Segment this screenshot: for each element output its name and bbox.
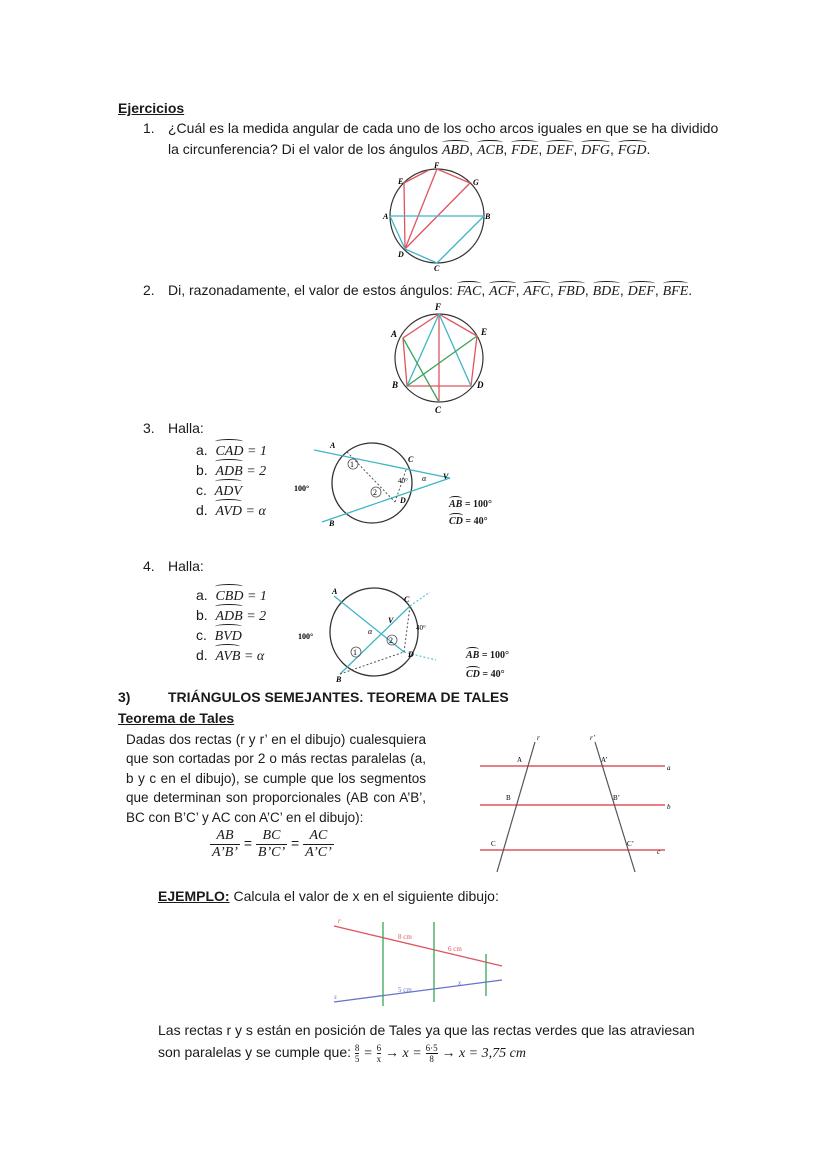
ex4-ext-c <box>410 592 430 606</box>
ex1-number: 1. <box>143 120 155 136</box>
tales-label-a2: A’ <box>601 756 608 764</box>
ex3-item-a-letter: a. <box>196 442 208 458</box>
ex3-label-v: V <box>443 472 449 481</box>
tales-frac-1-den: A’B’ <box>212 845 238 860</box>
ex2-angle-def: DEF <box>627 284 655 299</box>
example-line2-prefix: son paralelas y se cumple que: <box>158 1044 351 1061</box>
example-label: EJEMPLO: <box>158 888 230 904</box>
tales-label-a: A <box>517 756 523 764</box>
example-label-x: x <box>458 979 462 987</box>
tales-heading: Teorema de Tales <box>118 710 235 726</box>
ex2-label-c: C <box>435 405 442 415</box>
ex1-label-f: F <box>434 161 440 170</box>
ex3-list <box>196 441 267 521</box>
example-label-5cm: 5 cm <box>398 986 412 994</box>
tales-label-r: r <box>537 734 540 742</box>
ex3-label-c: C <box>408 455 414 464</box>
tales-label-b-line: b <box>667 803 671 811</box>
ex3-mark-2-text: 2 <box>373 488 377 497</box>
ex1-angle-abd: ABD <box>441 143 470 158</box>
ex2-figure <box>385 300 495 416</box>
example-eq: = <box>363 1046 373 1062</box>
exercises-heading: Ejercicios <box>118 100 185 116</box>
ex4-mark-1-text: 1 <box>353 648 357 657</box>
ex4-mark-2-text: 2 <box>389 636 393 645</box>
ex4-label-v: V <box>388 616 394 625</box>
ex4-dash-dc <box>404 606 410 652</box>
ex2-line-ac <box>403 338 439 402</box>
ex1-line-fg <box>437 169 470 183</box>
section3-title: TRIÁNGULOS SEMEJANTES. TEOREMA DE TALES <box>168 689 509 705</box>
example-frac-6-x-den: x <box>376 1054 382 1064</box>
ex4-item-a <box>196 586 267 606</box>
tales-label-b: B <box>506 794 511 802</box>
ex4-item-b-letter: b. <box>196 607 208 623</box>
ex2-number: 2. <box>143 282 155 298</box>
example-frac-8-5 <box>355 1043 360 1064</box>
tales-label-c2: C’ <box>627 840 634 848</box>
ex3-item-b-letter: b. <box>196 462 208 478</box>
ex4-list <box>196 586 267 666</box>
ex3-item-c-letter: c. <box>196 482 207 498</box>
ex3-label-100: 100° <box>294 484 310 493</box>
ex4-item-a-rest: = 1 <box>243 589 267 604</box>
ex4-label-b: B <box>336 675 342 684</box>
example-intro <box>158 888 499 904</box>
ex2-label-f: F <box>435 302 442 312</box>
ex4-chord-bc <box>340 606 410 674</box>
tales-paragraph: Dadas dos rectas (r y r’ en el dibujo) cualesquiera que son cortadas por 2 o más rectas paralelas (a, b y c en el dibujo), se cumple que los segmentos que determinan son proporcionales (AB con A’B’, BC con B’C’ y AC con A’C’ en el dibujo): <box>126 732 426 825</box>
ex3-item-b <box>196 461 267 481</box>
ex2-angle-bfe: BFE <box>662 284 689 299</box>
tales-frac-2-num: BC <box>256 828 287 845</box>
ex4-item-d-letter: d. <box>196 647 208 663</box>
example-frac-65-8-num: 6·5 <box>425 1043 438 1053</box>
example-frac-65-8-den: 8 <box>429 1054 434 1064</box>
tales-frac-3-den: A’C’ <box>305 845 332 860</box>
example-label-6cm: 6 cm <box>448 945 462 953</box>
ex4-label-40: 40° <box>416 624 426 632</box>
example-label-s: s <box>334 993 337 1001</box>
tales-frac-2 <box>256 828 287 861</box>
example-frac-6-x <box>377 1043 382 1064</box>
section3-number: 3) <box>118 689 131 705</box>
tales-label-r2: r’ <box>590 734 596 742</box>
ex3-item-d-letter: d. <box>196 502 208 518</box>
ex3-label-b: B <box>329 519 335 528</box>
ex4-label-100: 100° <box>298 632 314 641</box>
ex3-given-cd <box>449 516 488 527</box>
ex4-given-ab-arc: AB <box>466 650 480 661</box>
ex3-item-d-rest: = α <box>242 504 266 519</box>
ex4-item-d-arc: AVB <box>215 649 241 664</box>
ex1-line-cb <box>437 216 484 263</box>
ex4-label-c: C <box>404 595 410 604</box>
example-arrow-1: → x = <box>385 1046 422 1062</box>
ex3-label-40: 40° <box>398 477 408 485</box>
ex4-item-a-arc: CBD <box>215 589 244 604</box>
example-frac-65-8 <box>426 1043 438 1064</box>
ex4-item-b-rest: = 2 <box>242 609 267 624</box>
example-line2 <box>158 1043 526 1064</box>
ex4-item-c-letter: c. <box>196 627 207 643</box>
ex4-item-c <box>196 626 267 646</box>
example-figure <box>328 914 508 1010</box>
ex4-item-d <box>196 646 267 666</box>
example-line1: Las rectas r y s están en posición de Tales ya que las rectas verdes que las atraviesan <box>158 1022 695 1038</box>
ex2-label-e: E <box>481 327 488 337</box>
ex1-label-b: B <box>485 212 491 221</box>
ex3-given-cd-arc: CD <box>449 516 463 527</box>
tales-label-c-line: c <box>657 848 661 856</box>
ex2-line-fd <box>439 314 471 386</box>
example-label-r: r <box>338 917 341 925</box>
tales-frac-2-den: B’C’ <box>257 845 286 860</box>
ex1-angle-fgd: FGD <box>617 143 647 158</box>
tales-figure <box>475 730 675 878</box>
ex1-line-ad <box>390 216 405 249</box>
ex3-item-c-arc: ADV <box>214 484 242 499</box>
ex1-label-d: D <box>398 250 404 259</box>
ex4-title: Halla: <box>168 558 204 574</box>
ex2-label-b: B <box>392 380 399 390</box>
ex4-given-cd-val: = 40° <box>479 669 505 680</box>
example-frac-8-5-den: 5 <box>354 1054 360 1064</box>
ex3-title: Halla: <box>168 420 204 436</box>
ex3-label-a: A <box>330 441 336 450</box>
ex4-item-c-arc: BVD <box>214 629 242 644</box>
ex1-line2-prefix: la circunferencia? Di el valor de los ángulos <box>168 141 439 157</box>
example-line-r <box>334 926 502 966</box>
ex2-angle-acf: ACF <box>489 284 516 299</box>
ex1-label-c: C <box>434 264 440 273</box>
ex1-angle-dfg: DFG <box>581 143 610 158</box>
ex2-angle-fac: FAC <box>456 284 482 299</box>
ex2-text: Di, razonadamente, el valor de estos ángulos: <box>168 282 453 298</box>
ex3-given-cd-val: = 40° <box>462 516 488 527</box>
example-label-8cm: 8 cm <box>398 933 412 941</box>
ex1-line-ef <box>404 170 429 183</box>
ex3-item-b-arc: ADB <box>215 464 243 479</box>
ex4-figure <box>296 582 446 684</box>
ex2-angle-afc: AFC <box>523 284 550 299</box>
tales-eq-1: = <box>243 835 252 852</box>
tales-frac-1 <box>210 828 240 861</box>
ex3-given-ab-val: = 100° <box>462 499 493 510</box>
ex4-chord-ad <box>334 596 404 652</box>
ex1-label-e: E <box>398 177 404 186</box>
ex4-label-d: D <box>408 650 414 659</box>
ex3-mark-1-text: 1 <box>350 460 354 469</box>
ex1-label-a: A <box>383 212 389 221</box>
example-frac-6-x-num: 6 <box>376 1043 382 1053</box>
ex2-angle-bde: BDE <box>592 284 620 299</box>
tales-frac-3-num: AC <box>303 828 334 845</box>
ex2-end: . <box>688 282 693 298</box>
ex3-item-c <box>196 481 267 501</box>
example-text: Calcula el valor de x en el siguiente dibujo: <box>229 888 499 904</box>
ex1-line2: la circunferencia? Di el valor de los ángulos ABD, ACB, FDE, DEF, DFG, FGD. <box>168 141 651 158</box>
example-result: → x = 3,75 cm <box>441 1046 526 1062</box>
ex4-item-b <box>196 606 267 626</box>
ex1-line-dc <box>405 249 437 263</box>
ex3-given-ab-arc: AB <box>449 499 463 510</box>
ex1-line1: ¿Cuál es la medida angular de cada uno de los ocho arcos iguales en que se ha dividido <box>168 120 719 136</box>
ex2-line: Di, razonadamente, el valor de estos ángulos: FAC, ACF, AFC, FBD, BDE, DEF, BFE. <box>168 282 693 299</box>
example-line-s <box>334 980 502 1002</box>
tales-eq-2: = <box>291 835 300 852</box>
tales-frac-3 <box>303 828 334 861</box>
ex1-angle-def: DEF <box>546 143 574 158</box>
ex1-line-fd <box>405 169 437 249</box>
ex1-angle-acb: ACB <box>476 143 504 158</box>
ex4-item-a-letter: a. <box>196 587 208 603</box>
ex3-secant-bv <box>322 478 450 522</box>
tales-label-a-line: a <box>667 764 671 772</box>
ex2-label-d: D <box>477 380 484 390</box>
ex1-figure <box>380 158 500 274</box>
ex3-secant-av <box>314 450 450 478</box>
tales-frac-1-num: AB <box>210 828 240 845</box>
ex1-end: . <box>646 141 651 157</box>
ex3-label-d: D <box>400 496 406 505</box>
ex3-item-a-rest: = 1 <box>243 444 267 459</box>
ex2-label-a: A <box>391 329 398 339</box>
tales-line-r <box>497 742 535 872</box>
ex3-item-a-arc: CAD <box>215 444 244 459</box>
ex4-given-cd <box>466 669 505 680</box>
ex4-label-a: A <box>332 587 338 596</box>
tales-label-c: C <box>491 840 496 848</box>
ex1-label-g: G <box>473 178 479 187</box>
ex4-item-b-arc: ADB <box>215 609 243 624</box>
ex3-item-a <box>196 441 267 461</box>
ex3-item-d <box>196 501 267 521</box>
tales-label-b2: B’ <box>613 794 620 802</box>
ex3-number: 3. <box>143 420 155 436</box>
ex4-given-ab <box>466 650 509 661</box>
ex3-item-b-rest: = 2 <box>242 464 267 479</box>
ex2-angle-fbd: FBD <box>557 284 585 299</box>
ex3-given-ab <box>449 499 492 510</box>
ex4-item-d-rest: = α <box>240 649 265 664</box>
ex3-item-d-arc: AVD <box>215 504 242 519</box>
example-frac-8-5-num: 8 <box>354 1043 360 1053</box>
ex3-label-alpha: α <box>422 474 427 483</box>
ex1-angle-fde: FDE <box>511 143 539 158</box>
tales-formula <box>210 828 334 861</box>
ex4-number: 4. <box>143 558 155 574</box>
ex4-label-alpha: α <box>368 627 373 636</box>
ex4-given-cd-arc: CD <box>466 669 480 680</box>
ex4-given-ab-val: = 100° <box>479 650 510 661</box>
